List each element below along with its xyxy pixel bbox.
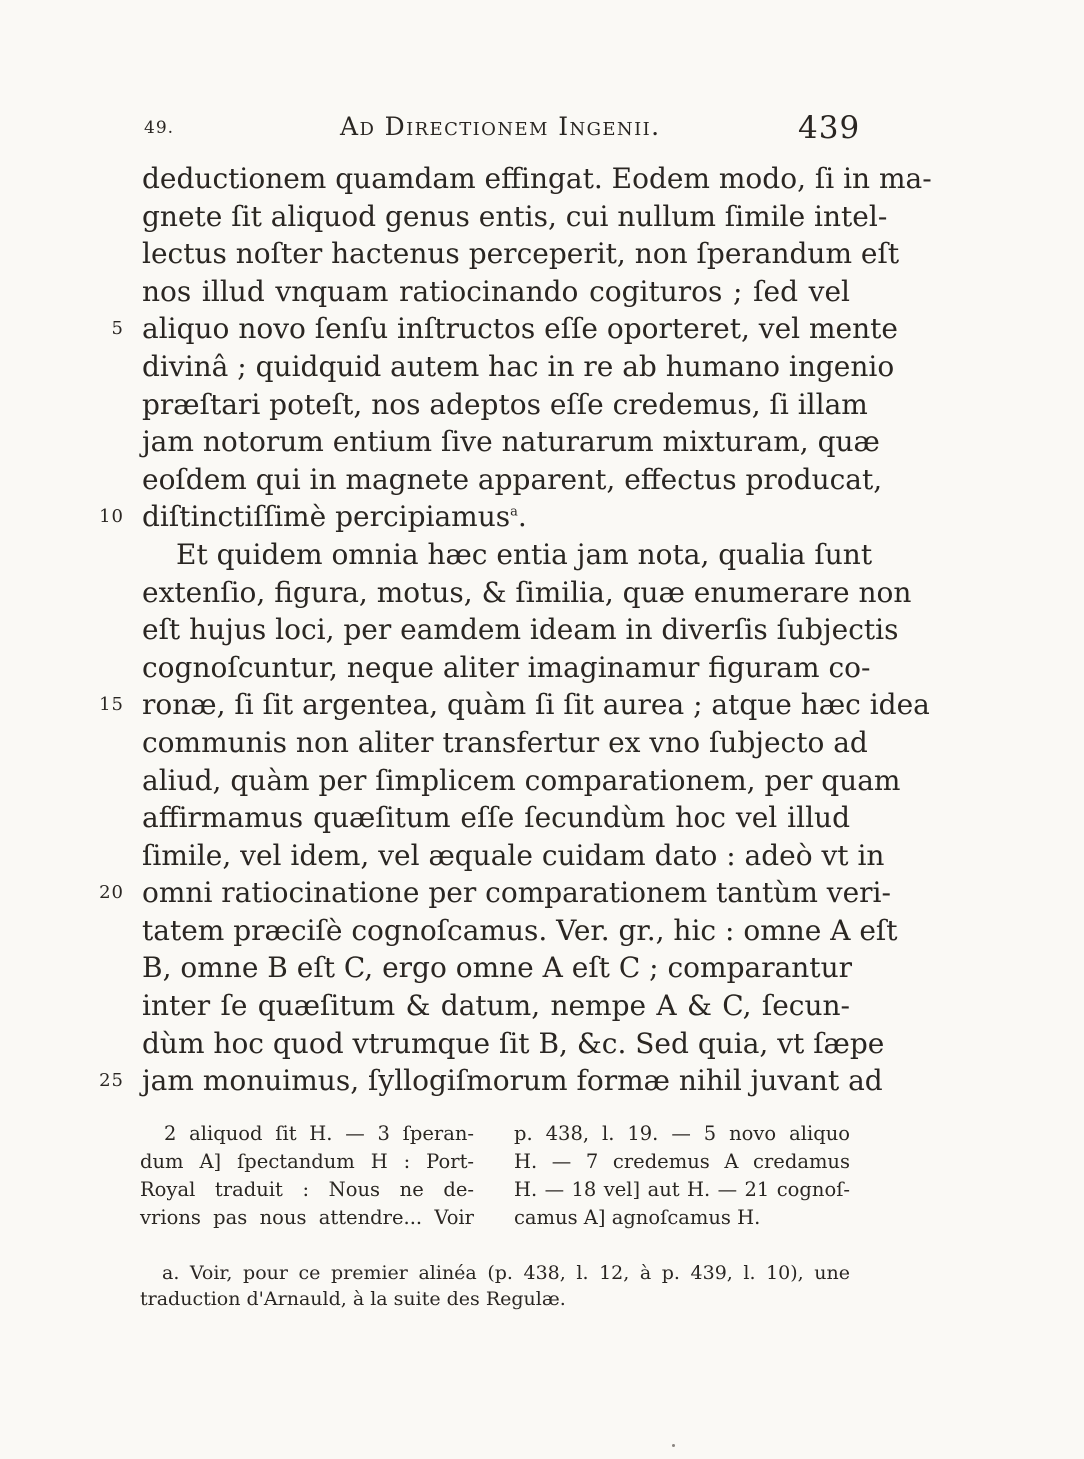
text-line: omni ratiocinatione per comparationem tantùm veri- [142, 876, 891, 910]
text-line: tatem præciſè cognoſcamus. Ver. gr., hic : omne A eſt [142, 913, 898, 947]
page-number: 439 [798, 110, 861, 146]
text-line: Et quidem omnia hæc entia jam nota, qualia ſunt [176, 537, 873, 571]
text-line: divinâ ; quidquid autem hac in re ab humano ingenio [142, 349, 895, 383]
footnote-line: a. Voir, pour ce premier alinéa (p. 438, l. 12, à p. 439, l. 10), une [162, 1262, 850, 1284]
apparatus-line: 2 aliquod ſit H. — 3 ſperan- [164, 1122, 474, 1145]
section-number: 49. [144, 118, 175, 138]
apparatus-line: p. 438, l. 19. — 5 novo aliquo [514, 1122, 850, 1145]
apparatus-line: vrions pas nous attendre... Voir [140, 1206, 474, 1229]
text-line: ronæ, ſi ſit argentea, quàm ſi ſit aurea ; atque hæc idea [142, 688, 930, 722]
apparatus-line: camus A] agnoſcamus H. [514, 1206, 761, 1229]
running-title: Ad Directionem Ingenii. [340, 112, 661, 141]
text-line: ſimile, vel idem, vel æquale cuidam dato : adeò vt in [142, 838, 885, 872]
text-line: dùm hoc quod vtrumque ſit B, &c. Sed quia, vt ſæpe [142, 1026, 885, 1060]
text-line: diſtinctiſſimè percipiamus$^a$. [142, 500, 527, 534]
line-number: 20 [99, 882, 124, 904]
text-line: gnete ſit aliquod genus entis, cui nullum ſimile intel- [142, 199, 888, 233]
text-line: lectus noſter hactenus perceperit, non ſperandum eſt [142, 237, 900, 271]
line-number: 15 [99, 694, 124, 716]
text-line: eſt hujus loci, per eamdem ideam in diverſis ſubjectis [142, 613, 899, 647]
text-line: aliud, quàm per ſimplicem comparationem, per quam [142, 763, 901, 797]
apparatus-right-column [514, 1120, 850, 1232]
running-header [0, 112, 1084, 152]
text-line: deductionem quamdam effingat. Eodem modo, ſi in ma- [142, 162, 932, 195]
text-line: præſtari poteſt, nos adeptos eſſe credemus, ſi illam [142, 387, 868, 421]
text-line: jam notorum entium ſive naturarum mixturam, quæ [142, 425, 880, 459]
main-text [142, 160, 932, 1100]
apparatus-line: dum A] ſpectandum H : Port- [140, 1150, 474, 1173]
text-line: affirmamus quæſitum eſſe ſecundùm hoc vel illud [142, 801, 850, 835]
text-line: nos illud vnquam ratiocinando cogituros ; ſed vel [142, 274, 850, 308]
footnote-marker: a [510, 505, 518, 521]
text-line: cognoſcuntur, neque aliter imaginamur figuram co- [142, 650, 871, 684]
text-line: extenſio, figura, motus, & ſimilia, quæ enumerare non [142, 575, 912, 609]
apparatus-line: Royal traduit : Nous ne de- [140, 1178, 474, 1201]
text-line: jam monuimus, ſyllogiſmorum formæ nihil juvant ad [142, 1064, 883, 1098]
text-line: inter ſe quæſitum & datum, nempe A & C, ſecun- [142, 989, 850, 1023]
text-line: communis non aliter transfertur ex vno ſubjecto ad [142, 725, 868, 759]
line-number: 5 [111, 318, 124, 340]
text-line: eoſdem qui in magnete apparent, effectus producat, [142, 462, 883, 496]
line-number: 25 [99, 1070, 124, 1092]
footnote-line: traduction d'Arnauld, à la suite des Regulæ. [140, 1288, 566, 1310]
line-number: 10 [99, 506, 124, 528]
apparatus-line: H. — 18 vel] aut H. — 21 cognoſ- [514, 1178, 850, 1201]
apparatus-left-column [140, 1120, 474, 1232]
footnote [140, 1260, 850, 1312]
text-line: aliquo novo ſenſu inſtructos eſſe oporteret, vel mente [142, 312, 898, 346]
apparatus-line: H. — 7 credemus A credamus [514, 1150, 850, 1173]
page-speck [672, 1444, 675, 1447]
text-line: B, omne B eſt C, ergo omne A eſt C ; comparantur [142, 951, 852, 985]
